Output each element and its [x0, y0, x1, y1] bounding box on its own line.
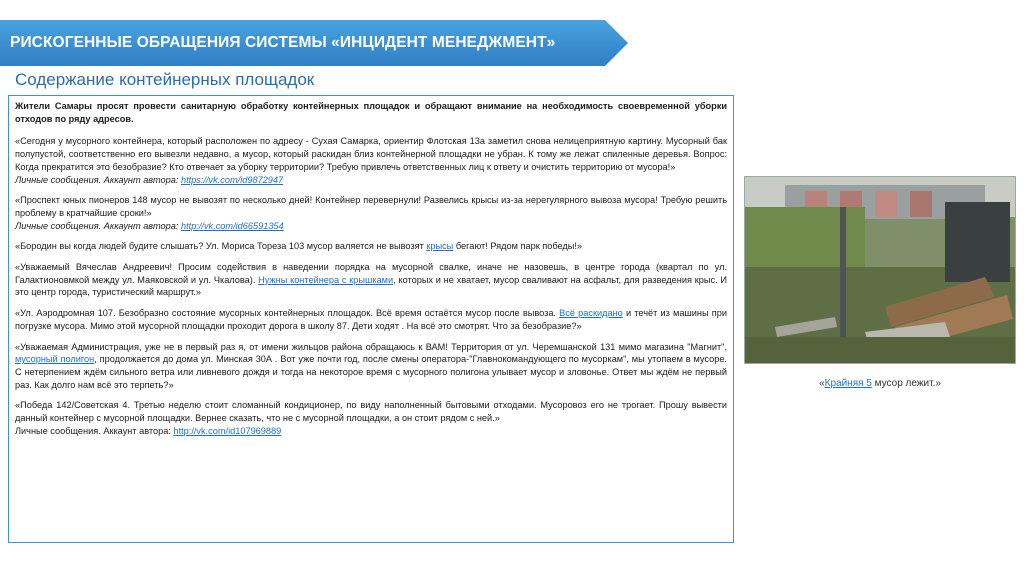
inline-link[interactable]: крысы: [426, 241, 454, 252]
caption-text: «: [819, 378, 825, 389]
photo-caption: [744, 378, 1016, 389]
header-banner: [0, 20, 630, 66]
message-2: [15, 194, 727, 232]
caption-text: мусор лежит.»: [871, 378, 941, 389]
message-6: [15, 341, 727, 392]
message-text: , продолжается до дома ул. Минская 30А . Вот уже почти год, после смены оператора-"Главнокомандующего по мусоркам", мы утопаем в мусоре. С нетерпением ждём сильного ветра или ливневого дождя и тогда на некоторое время с мусорного полигона улывает мусор и зловонье. Ответ мы ждём не первый раз. Как долго нам всё это терпеть?»: [15, 354, 727, 390]
message-3: [15, 240, 727, 253]
section-subtitle: Содержание контейнерных площадок: [15, 70, 315, 89]
message-7: [15, 399, 727, 437]
message-text: «Сегодня у мусорного контейнера, который расположен по адресу - Сухая Самарка, ориентир Флотская 13а заметил снова нелицеприятную картину. Мусорный бак полупустой, соответственно его вывезли недавно, а мусор, который раскидан близ контейнерной площадки не убран. К тому же лежат спиленные деревья. Вопрос: Когда прекратится это безобразие? Кто отвечает за уборку территории? Требую привлечь ответственных лиц к ответу и очистить территорию от мусора!»: [15, 136, 727, 172]
messages-box: [8, 95, 734, 543]
message-text: бегают! Рядом парк победы!»: [453, 241, 583, 252]
intro-text: Жители Самары просят провести санитарную обработку контейнерных площадок и обращают внимание на необходимость своевременной уборки отходов по ряду адресов.: [15, 101, 727, 124]
message-text: «Ул. Аэродромная 107. Безобразно состояние мусорных контейнерных площадок. Всё время остаётся мусор после вывоза.: [15, 308, 560, 319]
garbage-site-photo: [744, 176, 1016, 364]
author-link[interactable]: http://vk.com/id66591354: [180, 220, 284, 231]
photo-illustration: [745, 177, 1016, 364]
message-text: и течёт из машины при погрузке мусора. Мимо этой мусорной площадки проходит дорога в школу 87. Дети ходят . На всё это смотрят. Что за безобразие?»: [15, 308, 727, 331]
page-title: РИСКОГЕННЫЕ ОБРАЩЕНИЯ СИСТЕМЫ «ИНЦИДЕНТ МЕНЕДЖМЕНТ»: [10, 34, 556, 51]
inline-link[interactable]: Нужны контейнера с крышками: [258, 274, 394, 285]
author-link[interactable]: https://vk.com/id9872947: [180, 174, 284, 185]
author-label: Личные сообщения. Аккаунт автора:: [15, 174, 181, 185]
author-link[interactable]: http://vk.com/id107969889: [173, 425, 282, 436]
message-text: , которых и не хватает, мусор сваливают на асфальт, для разведения крыс. И это центр города, туристический маршрут.»: [15, 274, 727, 298]
message-text: «Бородин вы когда людей будите слышать? Ул. Мориса Тореза 103 мусор валяется не вывозят: [15, 241, 427, 252]
message-5: [15, 307, 727, 332]
message-4: [15, 261, 727, 299]
inline-link[interactable]: Всё раскидано: [559, 308, 623, 319]
message-1: [15, 135, 727, 186]
inline-link[interactable]: мусорный полигон: [15, 354, 95, 365]
author-label: Личные сообщения. Аккаунт автора:: [15, 425, 174, 436]
message-text: «Уважаемая Администрация, уже не в первый раз я, от имени жильцов района обращаюсь к ВАМ! Территория от ул. Черемшанской 131 мимо магазина "Магнит",: [15, 341, 727, 352]
message-text: «Проспект юных пионеров 148 мусор не вывозят по несколько дней! Контейнер перевернули! Развелись крысы из-за нерегулярного вывоза мусора! Требую решить проблему в кратчайшие сроки!»: [15, 195, 727, 218]
author-label: Личные сообщения. Аккаунт автора:: [15, 220, 181, 231]
message-text: «Уважаемый Вячеслав Андреевич! Просим содействия в наведении порядка на мусорной свалке, иначе не назовешь, в центре города (квартал по ул. Галактионовмкой между ул. Маяковской и ул. Чкалова).: [15, 262, 727, 285]
caption-link[interactable]: Крайняя 5: [824, 378, 872, 389]
message-text: «Победа 142/Советская 4. Третью неделю стоит сломанный кондиционер, по виду наполненный бытовыми отходами. Мусоровоз его не трогает. Прошу вывести данный контейнер с мусорной площадки. Вернее сказать, что не с мусорной площадки, а он стоит рядом с ней.»: [15, 400, 727, 424]
